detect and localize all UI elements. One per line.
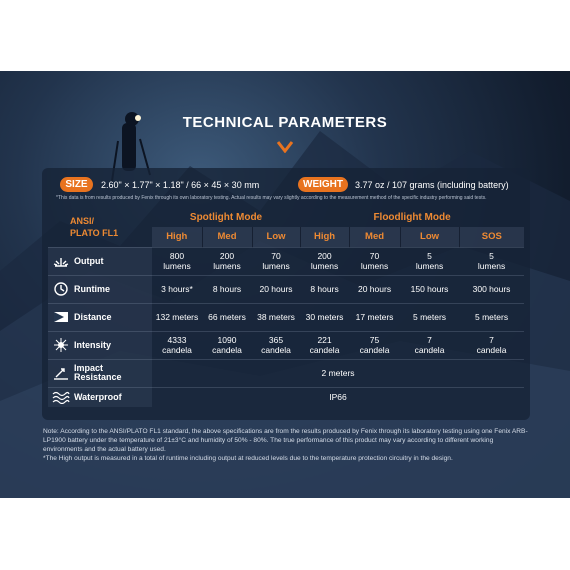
impact-label-line-1: Impact: [74, 363, 104, 373]
impact-label: [74, 364, 122, 382]
output-unit: lumens: [262, 261, 290, 271]
ansi-label: [48, 208, 152, 247]
intensity-label: Intensity: [74, 340, 112, 350]
mode-header: SOS: [459, 227, 524, 247]
table-row-runtime: [48, 275, 524, 303]
spotlight-mode-header: Spotlight Mode: [189, 212, 263, 223]
table-row-waterproof: [48, 387, 524, 407]
page-title: TECHNICAL PARAMETERS: [182, 114, 388, 131]
intensity-value: 7: [489, 335, 494, 345]
runtime-value: 8 hours: [300, 275, 349, 303]
intensity-unit: candela: [476, 345, 507, 355]
row-label-distance: [48, 303, 152, 331]
distance-value: 66 meters: [202, 303, 252, 331]
intensity-unit: candela: [261, 345, 291, 355]
weight-value: 3.77 oz / 107 grams (including battery): [355, 180, 509, 190]
distance-icon: [52, 310, 70, 324]
table-row-impact: [48, 359, 524, 387]
intensity-value: 7: [427, 335, 432, 345]
intensity-value: 221: [317, 335, 332, 345]
group-header-row: [48, 208, 524, 227]
intensity-value: 365: [268, 335, 284, 345]
intensity-unit: candela: [359, 345, 390, 355]
impact-label-line-2: Resistance: [74, 372, 122, 382]
runtime-value: 20 hours: [349, 275, 400, 303]
clock-icon: [52, 282, 70, 296]
mode-header: High: [300, 227, 349, 247]
output-unit: lumens: [213, 261, 241, 271]
output-value: 200: [317, 251, 332, 261]
intensity-unit: candela: [162, 345, 192, 355]
output-value: 70: [271, 251, 281, 261]
table-row-output: [48, 247, 524, 275]
weight-badge: WEIGHT: [298, 177, 348, 192]
distance-value: 5 meters: [400, 303, 459, 331]
floodlight-mode-header: Floodlight Mode: [373, 212, 451, 223]
row-label-output: [48, 247, 152, 275]
mode-header: Med: [202, 227, 252, 247]
distance-value: 132 meters: [152, 303, 202, 331]
intensity-value: 75: [369, 335, 380, 345]
runtime-value: 20 hours: [252, 275, 300, 303]
footnote: [43, 427, 533, 463]
waterproof-icon: [52, 390, 70, 404]
runtime-value: 150 hours: [400, 275, 459, 303]
runtime-value: 8 hours: [202, 275, 252, 303]
mode-header: Low: [252, 227, 300, 247]
intensity-value: 4333: [167, 335, 187, 345]
distance-value: 38 meters: [252, 303, 300, 331]
footnote-standard: Note: According to the ANSI/PLATO FL1 standard, the above specifications are from the results produced by Fenix through its laboratory testing using one Fenix ARB-LP1900 battery under the temperature of 21±3°C and humidity of 50% - 80%. The true performance of this product may vary according to different working environments and the actual battery used.: [43, 428, 528, 453]
mode-header: Low: [400, 227, 459, 247]
impact-icon: [52, 366, 70, 380]
mode-header: Med: [349, 227, 400, 247]
distance-value: 5 meters: [459, 303, 524, 331]
waterproof-label: Waterproof: [74, 392, 122, 403]
row-label-impact: [48, 359, 152, 387]
size-badge: SIZE: [60, 177, 93, 192]
intensity-unit: candela: [212, 345, 242, 355]
output-label: Output: [74, 256, 104, 266]
output-unit: lumens: [360, 261, 389, 271]
size-value: 2.60" × 1.77" × 1.18" / 66 × 45 × 30 mm: [101, 180, 260, 190]
impact-value: 2 meters: [152, 359, 524, 387]
table-row-intensity: [48, 331, 524, 359]
disclaimer-text: *This data is from results produced by Fenix through its own laboratory testing. Actual results may vary slightly according to the measurement method of the specific industry performing said tests.: [56, 195, 487, 201]
ansi-label-line-2: PLATO FL1: [70, 228, 119, 239]
table-row-distance: [48, 303, 524, 331]
output-unit: lumens: [163, 261, 191, 271]
output-value: 5: [427, 251, 432, 261]
waterproof-value: IP66: [329, 392, 347, 403]
intensity-icon: [52, 338, 70, 352]
row-label-intensity: [48, 331, 152, 359]
distance-value: 17 meters: [349, 303, 400, 331]
distance-label: Distance: [74, 312, 112, 322]
spec-table: [48, 208, 524, 407]
hero-banner: [0, 71, 570, 498]
chevron-down-icon: [277, 141, 293, 153]
runtime-label: Runtime: [74, 284, 110, 294]
output-value: 200: [219, 251, 235, 261]
output-value: 70: [369, 251, 380, 261]
intensity-unit: candela: [309, 345, 340, 355]
output-unit: lumens: [477, 261, 506, 271]
ansi-label-line-1: ANSI/: [70, 216, 95, 227]
output-icon: [52, 254, 70, 268]
runtime-value: 300 hours: [459, 275, 524, 303]
mode-header: High: [152, 227, 202, 247]
row-label-runtime: [48, 275, 152, 303]
output-value: 800: [169, 251, 185, 261]
footnote-high-output: *The High output is measured in a total of runtime including output at reduced levels due to the temperature protection circuitry in the design.: [43, 455, 453, 462]
intensity-value: 1090: [217, 335, 237, 345]
runtime-value: 3 hours*: [152, 275, 202, 303]
output-unit: lumens: [415, 261, 444, 271]
output-value: 5: [489, 251, 494, 261]
output-unit: lumens: [310, 261, 339, 271]
row-label-waterproof: [48, 387, 152, 407]
distance-value: 30 meters: [300, 303, 349, 331]
intensity-unit: candela: [414, 345, 445, 355]
